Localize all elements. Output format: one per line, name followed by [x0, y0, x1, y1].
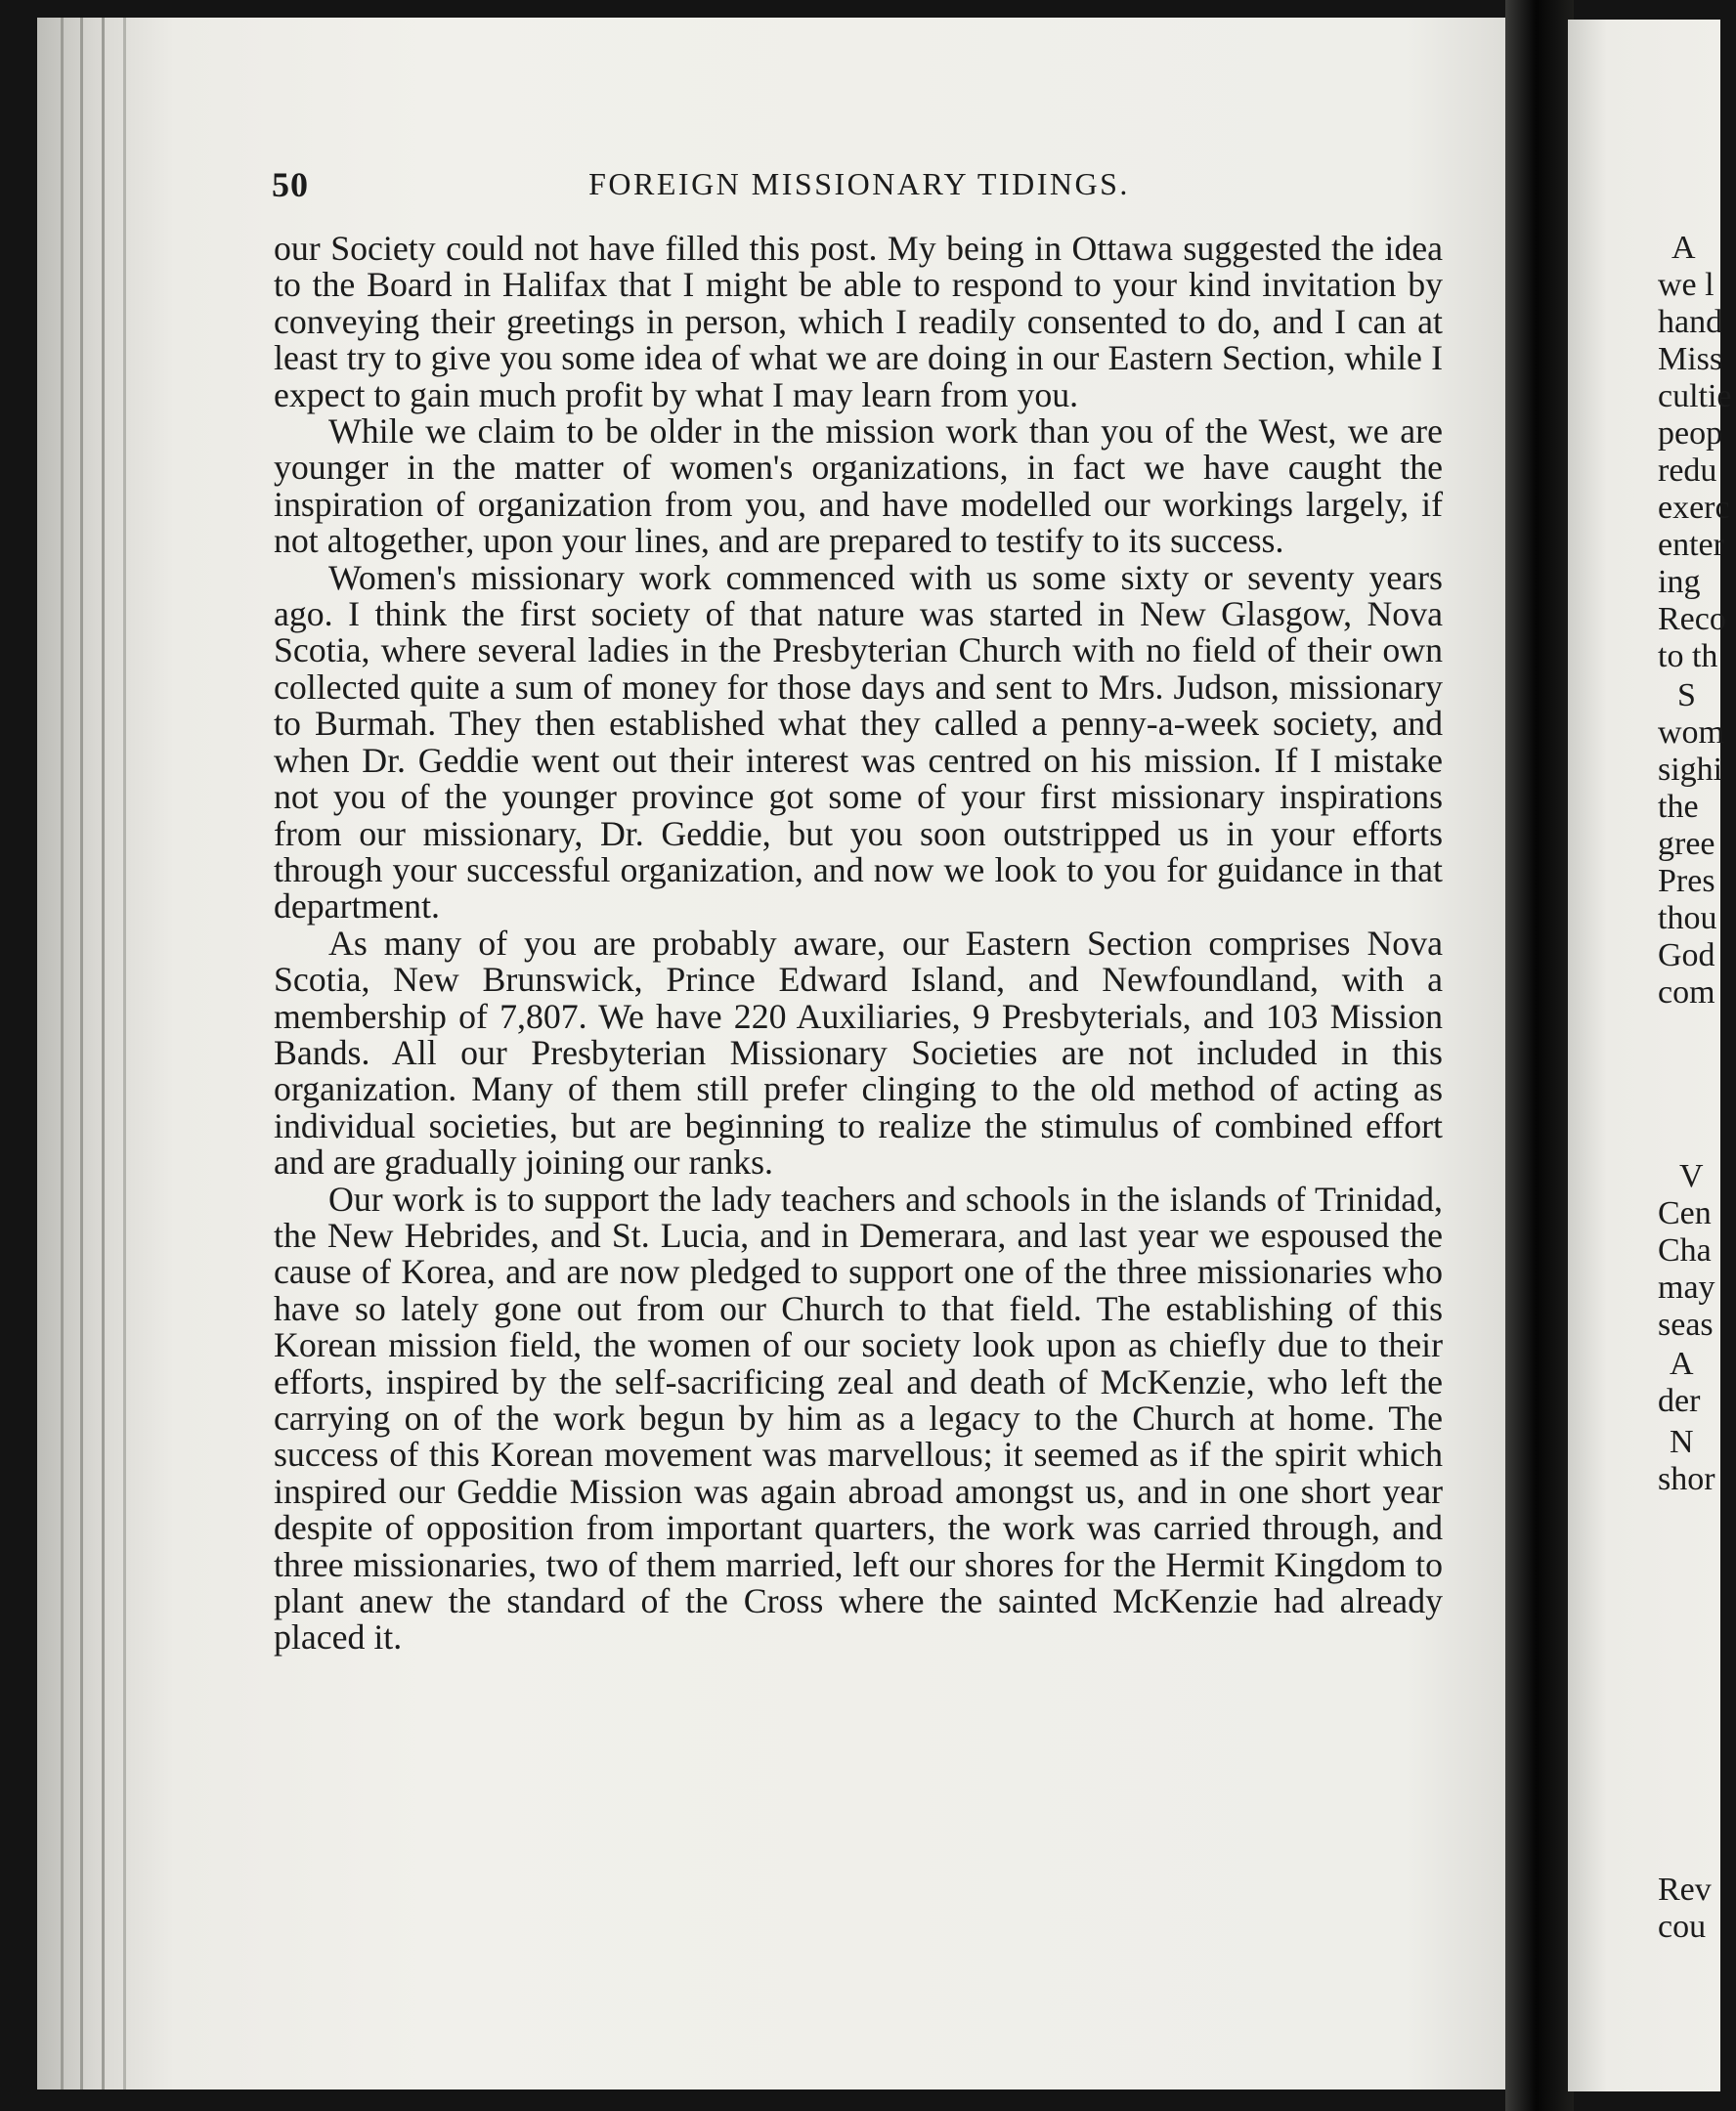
right-page-fragment: gree	[1658, 826, 1715, 862]
right-page-fragment: cultie	[1658, 378, 1732, 414]
right-page-fragment: God	[1658, 937, 1715, 973]
right-page-fragment: A	[1671, 230, 1696, 266]
book-gutter	[1505, 0, 1574, 2111]
body-text	[274, 231, 1443, 1657]
right-page-fragment: redu	[1658, 452, 1717, 489]
right-page-fragment: S	[1677, 677, 1696, 713]
page-header	[272, 164, 1447, 213]
right-page-fragment: seas	[1658, 1307, 1714, 1343]
right-page-fragment: hand	[1658, 304, 1723, 340]
page-number: 50	[272, 165, 309, 204]
right-page-fragment: ing	[1658, 564, 1701, 600]
right-page-fragment: peop	[1658, 415, 1723, 452]
left-page	[37, 18, 1531, 2089]
right-page-fragment: N	[1670, 1424, 1694, 1460]
page-edge-line	[80, 18, 83, 2089]
right-page-fragment: shor	[1658, 1461, 1715, 1497]
right-page-fragment: thou	[1658, 900, 1717, 936]
paragraph: our Society could not have filled this post. My being in Ottawa suggested the idea to the Board in Halifax that I might be able to respond to your kind invitation by conveying their greetings in person, which I readily consented to do, and I can at least try to give you some idea of what we are doing in our Eastern Section, while I expect to gain much profit by what I may learn from you.	[274, 229, 1443, 414]
page-edge-line	[123, 18, 126, 2089]
paragraph: As many of you are probably aware, our Eastern Section comprises Nova Scotia, New Brunswick, Prince Edward Island, and Newfoundland, with a membership of 7,807. We have 220 Auxiliaries, 9 Presbyterials, and 103 Mission Bands. All our Presbyterian Missionary Societies are not included in this organization. Many of them still prefer clinging to the old method of acting as individual societies, but are beginning to realize the stimulus of combined effort and are gradually joining our ranks.	[274, 923, 1443, 1183]
page-edge-line	[102, 18, 105, 2089]
paragraph: While we claim to be older in the mission work than you of the West, we are younger in the matter of women's organizations, in fact we have caught the inspiration of organization from you, and have modelled our workings largely, if not altogether, upon your lines, and are prepared to testify to its success.	[274, 411, 1443, 561]
right-page-fragment: wom	[1658, 714, 1724, 751]
right-page-fragment: der	[1658, 1383, 1701, 1419]
right-page	[1568, 20, 1732, 2091]
right-page-fragment: exerc	[1658, 490, 1730, 526]
right-page-fragment: Miss	[1658, 341, 1723, 377]
right-page-fragment: Pres	[1658, 863, 1715, 899]
right-page-fragment: enter	[1658, 527, 1724, 563]
paragraph: Our work is to support the lady teachers and schools in the islands of Trinidad, the New Hebrides, and St. Lucia, and in Demerara, and last year we espoused the cause of Korea, and are now pledged to support one of the three missionaries who have so lately gone out from our Church to that field. The establishing of this Korean mission field, the women of our society look upon as chiefly due to their efforts, inspired by the self-sacrificing zeal and death of McKenzie, who left the carrying on of the work begun by him as a legacy to the Church at home. The success of this Korean movement was marvellous; it seemed as if the spirit which inspired our Geddie Mission was again abroad amongst us, and in one short year despite of opposition from important quarters, the work was carried through, and three missionaries, two of them married, left our shores for the Hermit Kingdom to plant anew the standard of the Cross where the sainted McKenzie had already placed it.	[274, 1179, 1443, 1658]
right-page-fragment: Reco	[1658, 601, 1726, 637]
right-page-fragment: Cha	[1658, 1232, 1712, 1269]
right-page-fragment: com	[1658, 974, 1715, 1011]
right-page-fragment: we l	[1658, 267, 1714, 303]
right-page-fragment: the	[1658, 789, 1699, 825]
right-page-fragment: sighi	[1658, 752, 1723, 788]
page-edge-line	[61, 18, 64, 2089]
paragraph: Women's missionary work commenced with us some sixty or seventy years ago. I think the first society of that nature was started in New Glasgow, Nova Scotia, where several ladies in the Presbyterian Church with no field of their own collected quite a sum of money for those days and sent to Mrs. Judson, missionary to Burmah. They then established what they called a penny-a-week society, and when Dr. Geddie went out their interest was centred on his mission. If I mistake not you of the younger province got some of your first missionary inspirations from our missionary, Dr. Geddie, but you soon outstripped us in your efforts through your successful organization, and now we look to you for guidance in that department.	[274, 557, 1443, 926]
right-page-fragment: V	[1679, 1158, 1704, 1194]
right-page-fragment: A	[1670, 1346, 1694, 1382]
right-page-fragment: Cen	[1658, 1195, 1712, 1231]
right-page-fragment: cou	[1658, 1909, 1707, 1945]
right-page-fragment: to th	[1658, 638, 1718, 674]
running-title: FOREIGN MISSIONARY TIDINGS.	[588, 166, 1130, 201]
right-page-fragment: may	[1658, 1270, 1715, 1306]
right-page-fragment: Rev	[1658, 1872, 1712, 1908]
